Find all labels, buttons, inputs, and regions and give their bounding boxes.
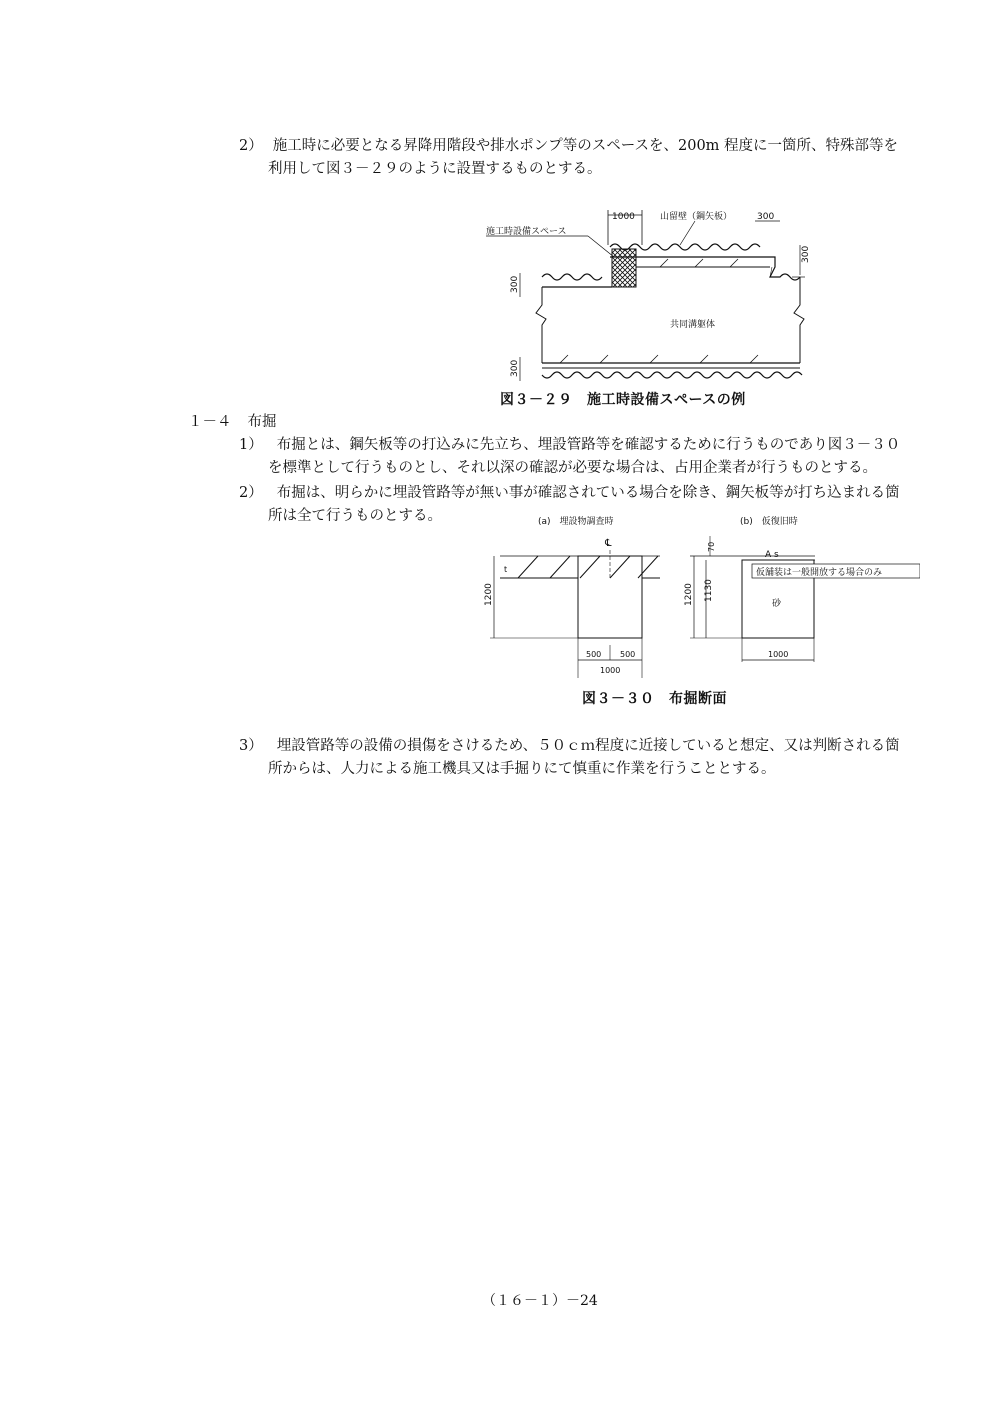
item-2-line2: 利用して図３－２９のように設置するものとする。 xyxy=(268,161,602,177)
item-2-num: 2） xyxy=(239,138,263,154)
section-heading xyxy=(188,411,277,434)
fig30-cl: ℄ xyxy=(605,538,612,549)
fig30-dim-1000-a: 1000 xyxy=(600,666,621,675)
s1-line1 xyxy=(239,434,939,457)
fig30-dim-1130: 1130 xyxy=(704,579,714,602)
fig29-dim-300-bottom: 300 xyxy=(510,359,520,377)
item-2-text1: 施工時に必要となる昇降用階段や排水ポンプ等のスペースを、200m 程度に一箇所、特殊部等を xyxy=(272,138,899,154)
figure-3-29-caption: 図３－２９ 施工時設備スペースの例 xyxy=(500,392,746,408)
section-num: １－４ xyxy=(188,414,232,430)
fig30-dim-500-r: 500 xyxy=(620,650,636,659)
s2-line1 xyxy=(239,482,939,505)
fig29-dim-300-top: 300 xyxy=(757,212,775,222)
fig30-sand: 砂 xyxy=(772,599,782,609)
figure-3-29-diagram xyxy=(480,205,820,387)
s3-text1: 埋設管路等の設備の損傷をさけるため、５０ｃｍ程度に近接していると想定、又は判断される箇 xyxy=(276,738,900,754)
fig29-label-body: 共同溝躯体 xyxy=(670,320,716,330)
s1-line2: を標準として行うものとし、それ以深の確認が必要な場合は、占用企業者が行うものとする。 xyxy=(268,460,877,476)
s1-text1: 布掘とは、鋼矢板等の打込みに先立ち、埋設管路等を確認するために行うものであり図３－３０ xyxy=(276,437,901,453)
fig30-dim-as: A s xyxy=(765,550,779,560)
fig30-dim-t: t xyxy=(504,565,508,574)
fig29-label-space: 施工時設備スペース xyxy=(486,227,567,237)
s3-line1 xyxy=(239,735,939,758)
s1-num: 1） xyxy=(239,437,263,453)
fig30-dim-1200-a: 1200 xyxy=(484,583,494,606)
fig29-dim-300-left: 300 xyxy=(510,275,520,293)
fig30-label-a: (a) 埋設物調査時 xyxy=(538,517,614,527)
fig29-dim-300-right: 300 xyxy=(801,245,811,263)
s2-text1: 布掘は、明らかに埋設管路等が無い事が確認されている場合を除き、鋼矢板等が打ち込まれる箇 xyxy=(276,485,900,501)
fig30-dim-1200-b: 1200 xyxy=(684,583,694,606)
fig30-label-b: (b) 仮復旧時 xyxy=(740,517,798,527)
page-footer: （１６－１）－24 xyxy=(482,1293,598,1309)
s2-num: 2） xyxy=(239,485,263,501)
s3-line2: 所からは、人力による施工機具又は手掘りにて慎重に作業を行うこととする。 xyxy=(268,761,776,777)
s2-line2: 所は全て行うものとする。 xyxy=(268,508,442,524)
fig30-dim-70: 70 xyxy=(707,541,716,552)
fig29-label-wall: 山留壁（鋼矢板） xyxy=(660,212,733,222)
s3-num: 3） xyxy=(239,738,263,754)
figure-3-30-caption: 図３－３０ 布掘断面 xyxy=(582,691,727,707)
fig30-dim-1000-b: 1000 xyxy=(768,650,789,659)
fig30-dim-500-l: 500 xyxy=(586,650,602,659)
figure-3-30-diagram xyxy=(480,510,920,680)
fig30-note: 仮舗装は一般開放する場合のみ xyxy=(756,568,883,578)
fig29-dim-1000: 1000 xyxy=(612,212,635,222)
section-title: 布掘 xyxy=(247,414,277,430)
item-2-line1 xyxy=(239,135,939,158)
